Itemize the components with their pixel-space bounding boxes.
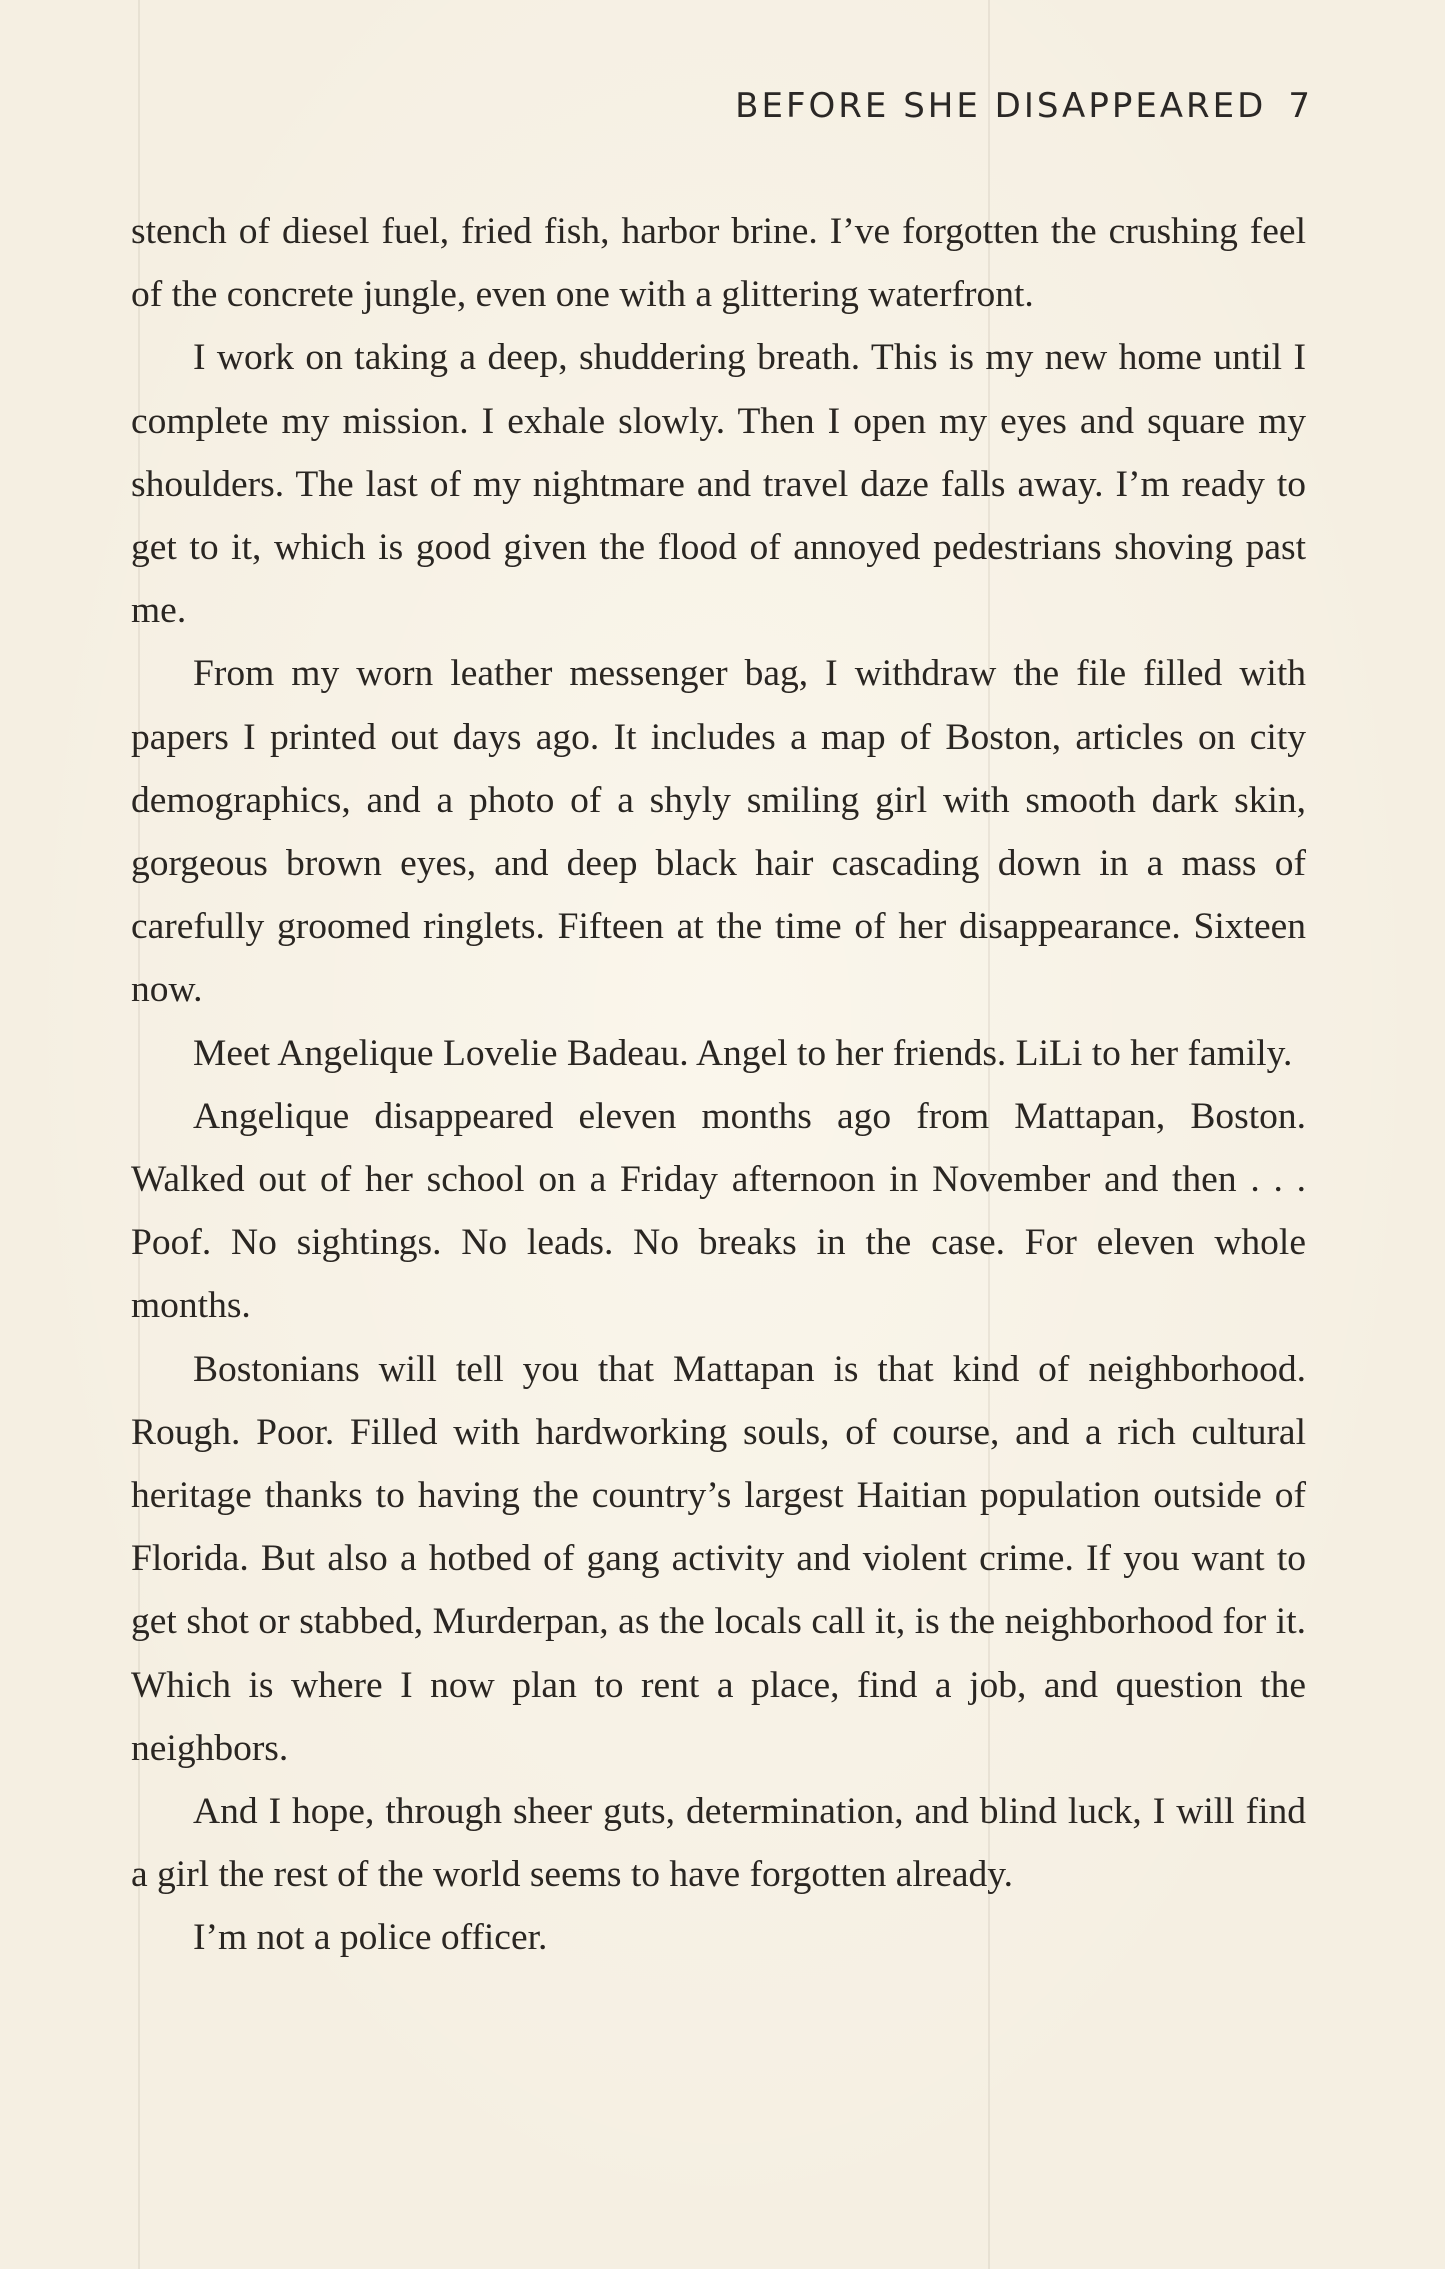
- body-text: [131, 200, 1306, 1970]
- running-title: BEFORE SHE DISAPPEARED: [735, 86, 1267, 126]
- paragraph: Angelique disappeared eleven months ago from Mattapan, Boston. Walked out of her school on a Friday afternoon in November and then . . . Poof. No sightings. No leads. No breaks in the case. For eleven whole months.: [131, 1095, 1306, 1327]
- paragraph: And I hope, through sheer guts, determination, and blind luck, I will find a girl the rest of the world seems to have forgotten already.: [131, 1791, 1306, 1896]
- paragraph: stench of diesel fuel, fried fish, harbor brine. I’ve forgotten the crushing feel of the concrete jungle, even one with a glittering waterfront.: [131, 211, 1306, 316]
- paragraph: I’m not a police officer.: [193, 1917, 548, 1959]
- running-header: [735, 86, 1310, 126]
- paragraph: I work on taking a deep, shuddering breath. This is my new home until I complete my mission. I exhale slowly. Then I open my eyes and square my shoulders. The last of my nightmare and travel daze falls away. I’m ready to get to it, which is good given the flood of annoyed pedestrians shoving past me.: [131, 337, 1306, 632]
- page-number: 7: [1288, 86, 1310, 126]
- paragraph: From my worn leather messenger bag, I withdraw the file filled with papers I printed out days ago. It includes a map of Boston, articles on city demographics, and a photo of a shyly smiling girl with smooth dark skin, gorgeous brown eyes, and deep black hair cascading down in a mass of carefully groomed ringlets. Fifteen at the time of her disappearance. Sixteen now.: [131, 653, 1306, 1011]
- paragraph: Bostonians will tell you that Mattapan is that kind of neighborhood. Rough. Poor. Filled with hardworking souls, of course, and a rich cultural heritage thanks to having the country’s largest Haitian population outside of Florida. But also a hotbed of gang activity and violent crime. If you want to get shot or stabbed, Murderpan, as the locals call it, is the neighborhood for it. Which is where I now plan to rent a place, find a job, and question the neighbors.: [131, 1348, 1306, 1769]
- paragraph: Meet Angelique Lovelie Badeau. Angel to her friends. LiLi to her family.: [193, 1032, 1293, 1074]
